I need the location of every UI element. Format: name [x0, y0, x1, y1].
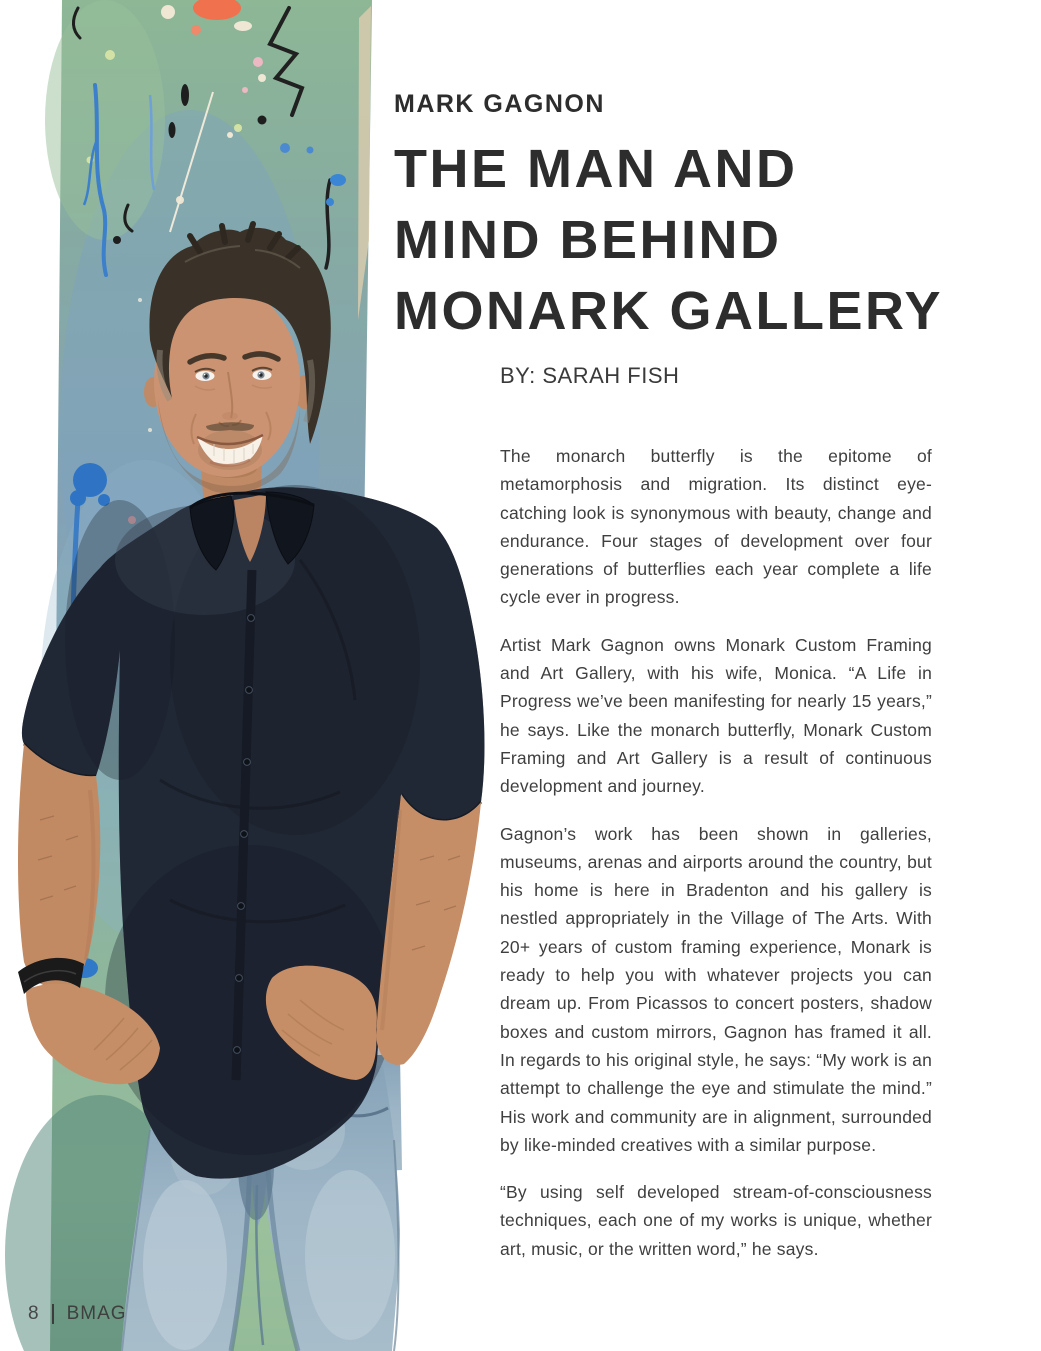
title-line: THE MAN AND — [394, 139, 798, 199]
footer-divider — [52, 1304, 54, 1324]
paragraph: Artist Mark Gagnon owns Monark Custom Framing and Art Gallery, with his wife, Monica. “A Life in Progress we’ve been manifesting for nearly 15 years,” he says. Like the monarch butterfly, Monark Custom Framing and Art Gallery is a result of continuous development and journey. — [500, 634, 932, 797]
paragraph: “By using self developed stream-of-consciousness techniques, each one of my works is unique, whether art, music, or the written word,” he says. — [500, 1182, 932, 1259]
article-title — [394, 134, 954, 347]
title-line: MIND BEHIND — [394, 210, 782, 270]
page-number: 8 — [28, 1303, 39, 1324]
paragraph: The monarch butterfly is the epitome of metamorphosis and migration. Its distinct eye-catching look is synonymous with beauty, change and endurance. Four stages of development over four generations of butterflies each year complete a life cycle ever in progress. — [500, 446, 932, 608]
page-footer — [28, 1303, 127, 1325]
article-eyebrow: MARK GAGNON — [394, 90, 605, 118]
magazine-name: BMAG — [66, 1303, 127, 1324]
article-byline: BY: SARAH FISH — [500, 363, 680, 388]
title-line: MONARK GALLERY — [394, 281, 943, 341]
article — [394, 90, 954, 1282]
article-body — [394, 442, 932, 1263]
paragraph: Gagnon’s work has been shown in galleries, museums, arenas and airports around the country, but his home is here in Bradenton and his gallery is nestled appropriately in the Village of The Arts. With 20+ years of custom framing experience, Monark is ready to help you with whatever projects you can dream up. From Picassos to concert posters, shadow boxes and custom mirrors, Gagnon has framed it all. In regards to his original style, he says: “My work is an attempt to challenge the eye and stimulate the mind.” His work and community are in alignment, surrounded by like-minded creatives with a similar purpose. — [500, 823, 932, 1155]
